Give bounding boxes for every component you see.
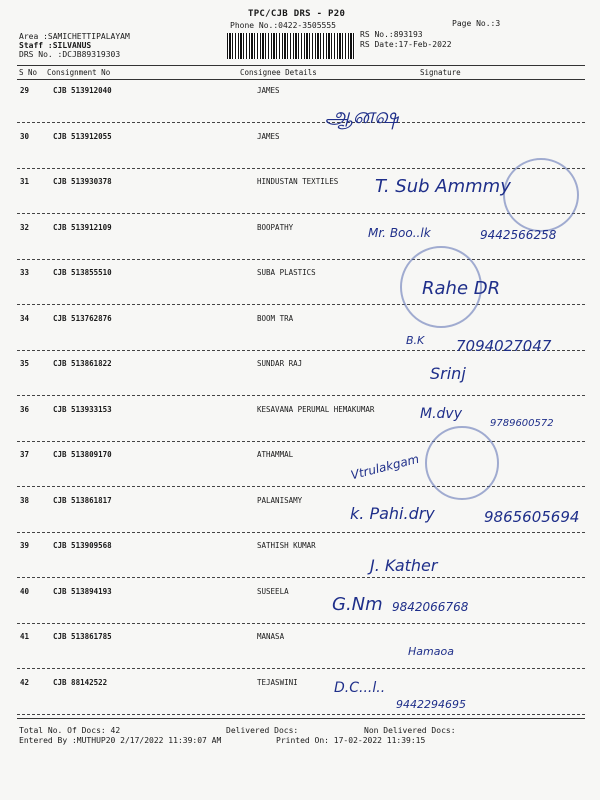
serial-number: 35 [20,359,30,368]
signature-row-38: k. Pahi.dry [350,504,435,523]
consignment-number: CJB 513861817 [53,495,112,505]
serial-number: 42 [20,677,30,687]
signature-row-37: Vtrulakgam [349,451,421,483]
divider [17,79,585,80]
consignment-number: CJB 513894193 [53,586,112,596]
signature-row-31: T. Sub Ammmy [375,176,511,197]
handwritten-phone: 9442566258 [480,228,557,242]
table-row [0,268,600,288]
handwritten-phone: 7094027047 [456,337,552,355]
signature-row-36: M.dvy [420,406,462,422]
row-divider [17,304,585,305]
table-row [0,587,600,607]
row-divider [17,441,585,442]
consignment-number: CJB 513912055 [53,131,112,141]
staff-label: Staff :SILVANUS [19,41,92,50]
consignee-name: JAMES [257,86,280,95]
serial-number: 30 [20,131,30,141]
row-divider [17,486,585,487]
consignment-number: CJB 513912040 [53,86,112,95]
serial-number: 31 [20,177,30,186]
area-label: Area :SAMICHETTIPALAYAM [19,32,130,41]
signature-row-39: J. Kather [370,556,438,575]
table-row [0,86,600,106]
consignment-number: CJB 513861822 [53,359,112,368]
handwritten-phone: 9842066768 [392,600,469,614]
table-row [0,314,600,334]
company-stamp [503,158,579,232]
delivered-docs: Delivered Docs: [226,726,299,735]
consignee-name: JAMES [257,131,280,141]
table-row [0,541,600,561]
divider [17,718,585,719]
consignment-number: CJB 513930378 [53,177,112,186]
signature-row-33: Rahe DR [422,278,501,299]
serial-number: 38 [20,495,30,505]
row-divider [17,395,585,396]
rs-number: RS No.:893193 [360,30,423,39]
serial-number: 40 [20,586,30,596]
document-title: TPC/CJB DRS - P20 [248,9,346,19]
consignee-name: MANASA [257,632,285,641]
serial-number: 29 [20,86,30,95]
consignee-name: ATHAMMAL [257,450,294,459]
serial-number: 32 [20,222,30,232]
consignee-name: BOOPATHY [257,222,294,232]
consignee-name: HINDUSTAN TEXTILES [257,177,339,186]
signature-row-29: ஆனஷ [325,104,399,129]
non-delivered-docs: Non Delivered Docs: [364,726,456,735]
phone-number: Phone No.:0422-3505555 [230,21,336,30]
drs-number: DRS No. :DCJB89319303 [19,50,121,59]
consignment-number: CJB 88142522 [53,677,108,687]
serial-number: 33 [20,268,30,277]
consignee-name: TEJASWINI [257,677,298,687]
consignee-name: SUBA PLASTICS [257,268,316,277]
column-header-signature: Signature [420,68,461,77]
row-divider [17,168,585,169]
consignee-name: SUNDAR RAJ [257,359,303,368]
table-row [0,359,600,379]
signature-row-40: G.Nm [332,594,383,615]
company-stamp [425,426,499,500]
row-divider [17,259,585,260]
consignment-number: CJB 513855510 [53,268,112,277]
rs-info [360,30,452,50]
consignee-name: SATHISH KUMAR [257,541,316,550]
serial-number: 37 [20,450,30,459]
header-details [19,32,130,59]
column-header-consignee: Consignee Details [240,68,317,77]
consignee-name: PALANISAMY [257,495,303,505]
consignment-number: CJB 513933153 [53,404,112,414]
serial-number: 39 [20,541,30,550]
signature-row-32: Mr. Boo..lk [368,226,431,240]
consignee-name: BOOM TRA [257,313,294,323]
column-header-consignment: Consignment No [47,68,111,77]
table-row [0,632,600,652]
total-docs: Total No. Of Docs: 42 [19,726,121,735]
consignment-number: CJB 513912109 [53,222,112,232]
row-divider [17,213,585,214]
entered-by: Entered By :MUTHUP20 2/17/2022 11:39:07 AM [19,736,222,745]
consignee-name: KESAVANA PERUMAL HEMAKUMAR [257,404,375,414]
row-divider [17,623,585,624]
signature-row-41: Hamaoa [408,645,454,658]
table-row [0,450,600,470]
divider [17,65,585,66]
row-divider [17,577,585,578]
handwritten-phone: 9865605694 [484,508,580,526]
serial-number: 36 [20,404,30,414]
page-number: Page No.:3 [452,19,501,28]
column-header-sno: S No [19,68,38,77]
table-row [0,678,600,698]
barcode [227,33,355,59]
handwritten-phone: 9789600572 [490,418,554,429]
signature-row-34: B.K [406,334,425,347]
consignment-number: CJB 513909568 [53,541,112,550]
rs-date: RS Date:17-Feb-2022 [360,40,452,49]
row-divider [17,668,585,669]
signature-row-42: D.C...l.. [334,680,386,696]
row-divider [17,714,585,715]
row-divider [17,122,585,123]
signature-row-35: Srinj [430,364,466,383]
handwritten-phone: 9442294695 [396,698,466,711]
printed-on: Printed On: 17-02-2022 11:39:15 [276,736,426,745]
serial-number: 34 [20,313,30,323]
table-row [0,132,600,152]
consignee-name: SUSEELA [257,586,289,596]
consignment-number: CJB 513762876 [53,313,112,323]
consignment-number: CJB 513809170 [53,450,112,459]
serial-number: 41 [20,632,30,641]
consignment-number: CJB 513861785 [53,632,112,641]
row-divider [17,532,585,533]
